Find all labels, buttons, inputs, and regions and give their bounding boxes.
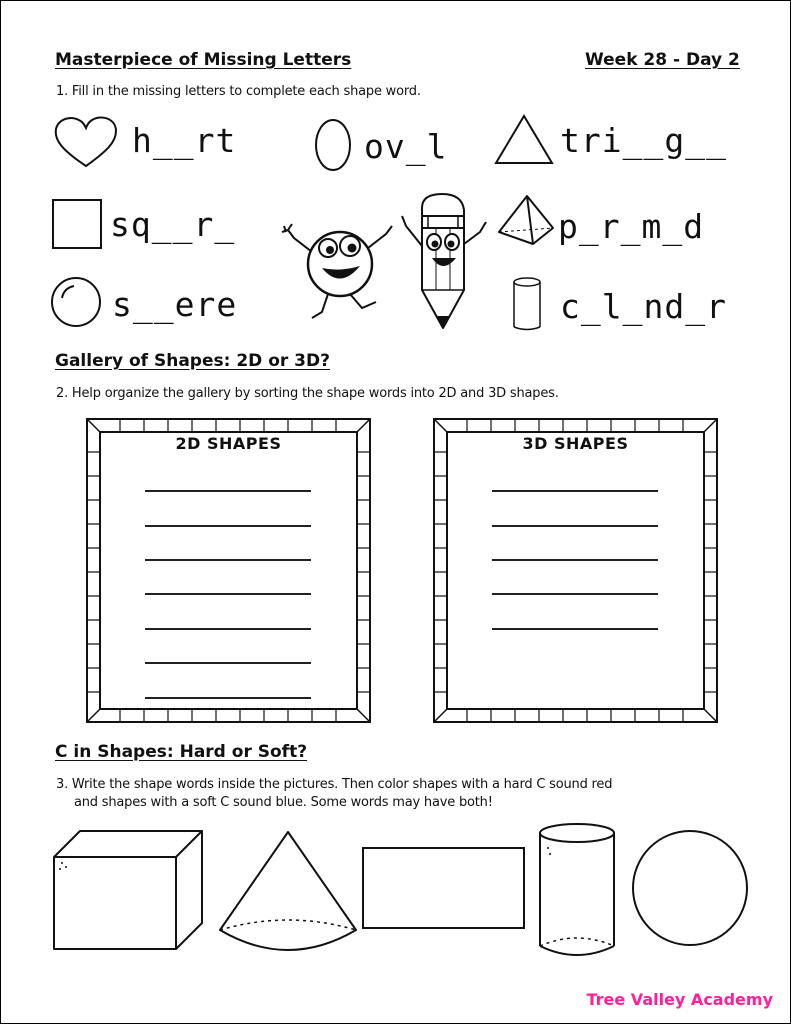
frame-2d-shapes [86, 418, 371, 723]
word-heart: h__rt [132, 121, 237, 160]
heart-icon [52, 114, 120, 170]
frame-title-2d: 2D SHAPES [175, 434, 282, 453]
answer-line[interactable] [145, 525, 311, 527]
answer-line[interactable] [492, 525, 658, 527]
section2-instruction: 2. Help organize the gallery by sorting the shape words into 2D and 3D shapes. [56, 386, 559, 401]
answer-line[interactable] [492, 628, 658, 630]
mascot-pencil-character [392, 186, 492, 336]
section3-instruction-line2: and shapes with a soft C sound blue. Some words may have both! [74, 795, 493, 810]
answer-line[interactable] [145, 490, 311, 492]
frame-title-3d: 3D SHAPES [522, 434, 629, 453]
word-pyramid: p_r_m_d [558, 207, 705, 246]
cylinder-icon [512, 277, 542, 331]
word-triangle: tri__g__ [560, 121, 727, 160]
section3-instruction-line1: 3. Write the shape words inside the pictures. Then color shapes with a hard C sound red [56, 777, 613, 792]
square-icon [52, 199, 102, 249]
circle-icon[interactable] [631, 829, 749, 947]
pyramid-icon [497, 194, 555, 246]
section2-heading: Gallery of Shapes: 2D or 3D? [55, 351, 330, 371]
worksheet-title: Masterpiece of Missing Letters [55, 50, 352, 70]
word-oval: ov_l [364, 127, 448, 166]
word-sphere: s__ere [112, 285, 238, 324]
answer-line[interactable] [492, 593, 658, 595]
answer-line[interactable] [145, 662, 311, 664]
frame-3d-shapes [433, 418, 718, 723]
section1-instruction: 1. Fill in the missing letters to complete each shape word. [56, 84, 421, 99]
answer-line[interactable] [492, 559, 658, 561]
oval-icon [314, 118, 352, 172]
cone-icon[interactable] [218, 830, 358, 954]
cube-icon[interactable] [52, 829, 204, 951]
answer-line[interactable] [145, 559, 311, 561]
word-square: sq__r_ [110, 205, 236, 244]
week-day-label: Week 28 - Day 2 [585, 50, 740, 70]
cylinder-picture-icon[interactable] [538, 822, 616, 958]
answer-line[interactable] [145, 593, 311, 595]
answer-line[interactable] [492, 490, 658, 492]
section3-heading: C in Shapes: Hard or Soft? [55, 742, 308, 762]
triangle-icon [494, 114, 554, 166]
mascot-circle-character [282, 190, 394, 330]
word-cylinder: c_l_nd_r [560, 287, 727, 326]
brand-footer: Tree Valley Academy [586, 990, 773, 1009]
answer-line[interactable] [145, 697, 311, 699]
sphere-icon [50, 276, 102, 328]
rectangle-icon[interactable] [362, 847, 525, 929]
answer-line[interactable] [145, 628, 311, 630]
